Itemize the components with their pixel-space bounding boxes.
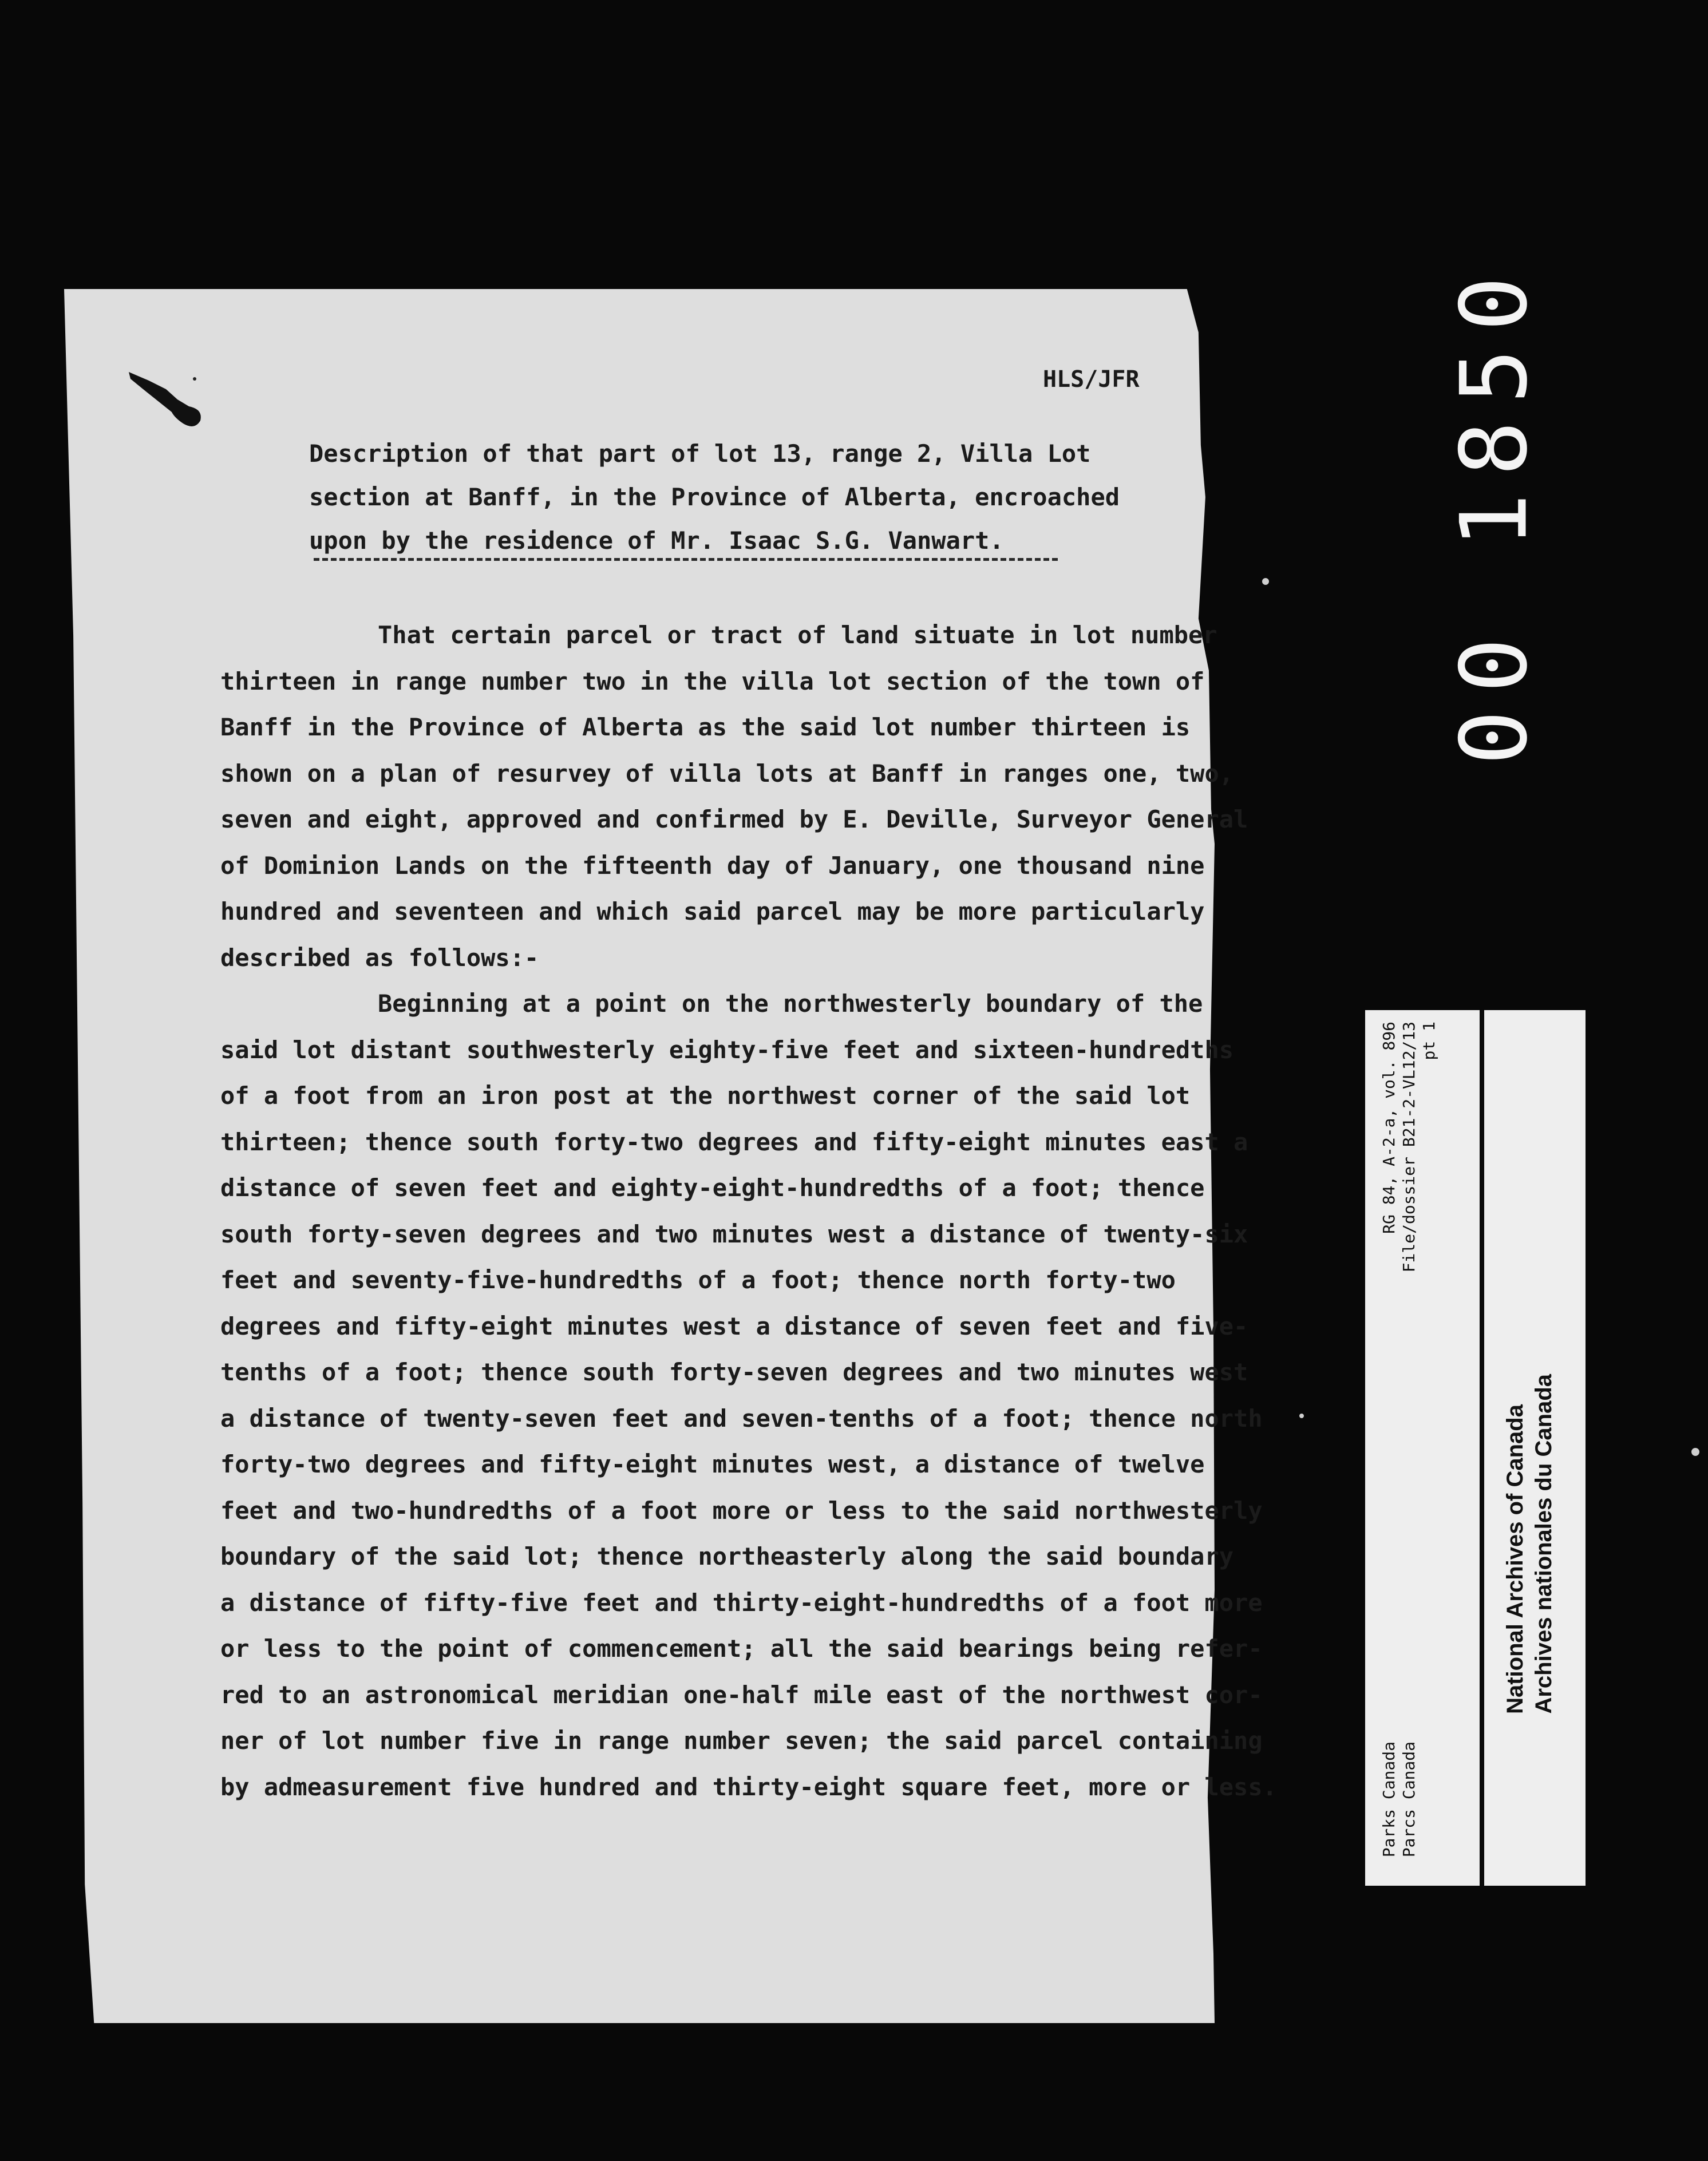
paragraph-line: boundary of the said lot; thence northeasterly along the said boundary	[220, 1542, 1234, 1570]
paragraph-line: thirteen; thence south forty-two degrees and fifty-eight minutes east a	[220, 1127, 1248, 1156]
archive-label-card	[1365, 1010, 1586, 1886]
paragraph-line: a distance of twenty-seven feet and seven-tenths of a foot; thence north	[220, 1404, 1263, 1432]
paragraph-line: seven and eight, approved and confirmed by E. Deville, Surveyor General	[220, 805, 1248, 833]
paragraph-line: ner of lot number five in range number seven; the said parcel containing	[220, 1727, 1263, 1755]
paragraph-line: Banff in the Province of Alberta as the said lot number thirteen is	[220, 713, 1191, 741]
document-reference: HLS/JFR	[1043, 366, 1140, 393]
paragraph-line: Beginning at a point on the northwesterly boundary of the	[378, 990, 1203, 1018]
film-speck	[1691, 1448, 1699, 1456]
paragraph-line: or less to the point of commencement; all the said bearings being refer-	[220, 1634, 1263, 1663]
heading-line: section at Banff, in the Province of Alberta, encroached	[309, 483, 1120, 511]
ink-blot-mark	[126, 366, 212, 435]
paragraph-line: shown on a plan of resurvey of villa lots at Banff in ranges one, two,	[220, 759, 1234, 787]
label-archive-en: National Archives of Canada	[1503, 1404, 1528, 1714]
film-speck	[1299, 1414, 1304, 1418]
label-reference-line: RG 84, A-2-a, vol. 896	[1379, 1022, 1398, 1234]
paragraph-line: by admeasurement five hundred and thirty-eight square feet, more or less.	[220, 1772, 1277, 1801]
document-body	[220, 612, 1277, 1810]
paragraph-line: thirteen in range number two in the villa lot section of the town of	[220, 667, 1205, 695]
paragraph-line: forty-two degrees and fifty-eight minutes west, a distance of twelve	[220, 1450, 1205, 1478]
heading-line: upon by the residence of Mr. Isaac S.G. Vanwart.	[309, 527, 1004, 555]
label-archive-fr: Archives nationales du Canada	[1531, 1374, 1556, 1714]
paragraph-line: degrees and fifty-eight minutes west a distance of seven feet and five-	[220, 1312, 1248, 1340]
paragraph-line: red to an astronomical meridian one-half mile east of the northwest cor-	[220, 1680, 1263, 1709]
document-heading	[309, 432, 1120, 563]
heading-line: Description of that part of lot 13, range 2, Villa Lot	[309, 440, 1091, 468]
film-frame-number: 00 1850	[1440, 259, 1548, 766]
paragraph-line: south forty-seven degrees and two minutes west a distance of twenty-six	[220, 1220, 1248, 1248]
label-divider	[1480, 1010, 1484, 1886]
paragraph-line: distance of seven feet and eighty-eight-hundredths of a foot; thence	[220, 1174, 1205, 1202]
paragraph-line: feet and two-hundredths of a foot more or less to the said northwesterly	[220, 1496, 1263, 1525]
paragraph-line: That certain parcel or tract of land situate in lot number	[378, 621, 1217, 649]
paragraph-line: a distance of fifty-five feet and thirty-eight-hundredths of a foot more	[220, 1588, 1263, 1617]
film-speck	[1262, 578, 1269, 585]
paragraph-line: feet and seventy-five-hundredths of a foot; thence north forty-two	[220, 1266, 1176, 1294]
label-reference-line: pt 1	[1420, 1022, 1438, 1060]
paragraph-line: of a foot from an iron post at the northwest corner of the said lot	[220, 1082, 1191, 1110]
label-reference-line: File/dossier B21-2-VL12/13	[1399, 1022, 1418, 1273]
label-creator-en: Parks Canada	[1379, 1741, 1398, 1857]
paragraph-line: said lot distant southwesterly eighty-five feet and sixteen-hundredths	[220, 1035, 1234, 1064]
paragraph-line: hundred and seventeen and which said parcel may be more particularly	[220, 897, 1205, 925]
heading-underline	[314, 558, 1058, 561]
paragraph-line: of Dominion Lands on the fifteenth day of January, one thousand nine	[220, 851, 1205, 880]
paragraph-line: described as follows:-	[220, 943, 539, 972]
paragraph-line: tenths of a foot; thence south forty-seven degrees and two minutes west	[220, 1358, 1248, 1386]
label-creator-fr: Parcs Canada	[1399, 1741, 1418, 1857]
